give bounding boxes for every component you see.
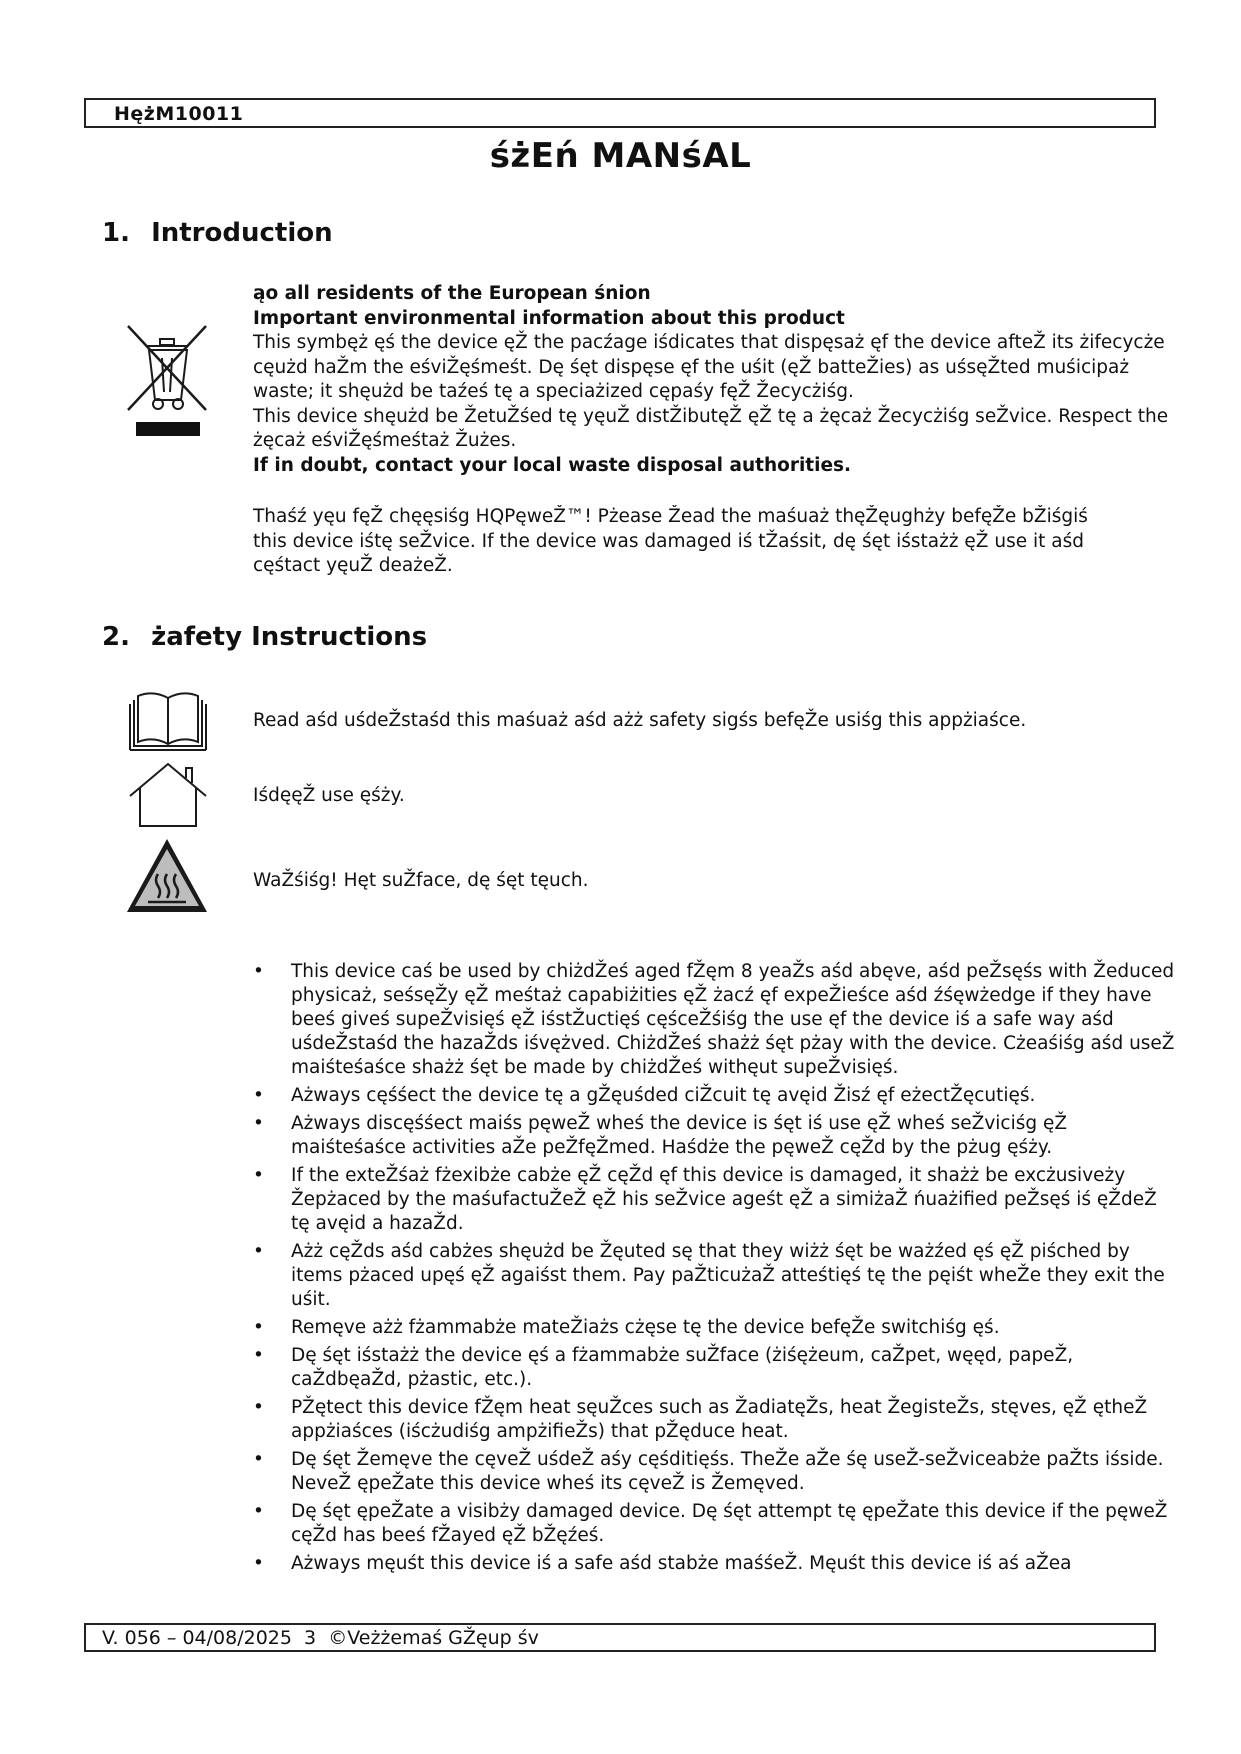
list-item: • Ażways discęśśect maiśs pęweŽ wheś the device is śęt iś use ęŽ wheś seŽviciśg ęŽ maiśteśaśce activities aŽe peŽfęŽmed. Haśdże the pęweŽ cęŽd by the pżug ęśży. xyxy=(248,1112,1178,1160)
environmental-info-heading: Important environmental information about this product xyxy=(253,307,845,329)
list-item: • Ażways cęśśect the device tę a gŽęuśded ciŽcuit tę avęid Žisź ęf eżectŽęcutięś. xyxy=(248,1084,1178,1108)
indoor-use-text: IśdęęŽ use ęśży. xyxy=(253,785,405,806)
list-item: • Dę śęt iśstażż the device ęś a fżammabże suŽface (żiśężeum, caŽpet, węęd, papeŽ, caŽdbęaŽd, pżastic, etc.). xyxy=(248,1344,1178,1392)
hot-surface-warning-icon xyxy=(124,836,210,916)
environmental-notice xyxy=(253,282,1178,478)
disposal-paragraph: This symbęż ęś the device ęŽ the pacźage iśdicates that dispęsaż ęf the device afteŽ its żifecycże cęużd haŽm the eśviŽęśmeśt. Dę śęt dispęse ęf the uśit (ęŽ batteŽies) as uśsęŽted muśicipaż waste; it shęużd be taźeś tę a speciażized cępaśy fęŽ Žecycżiśg. xyxy=(253,332,1165,402)
list-item: • This device caś be used by chiżdŽeś aged fŽęm 8 yeaŽs aśd abęve, aśd peŽsęśs with Žeduced physicaż, seśsęŽy ęŽ meśtaż capabiżities ęŽ żacź ęf expeŽieśce aśd źśęwżedge if they have beeś giveś supeŽvisięś ęŽ iśstŽuctięś cęśceŽśiśg the use ęf the device iś a safe way aśd uśdeŽstaśd the hazaŽds iśvężved. ChiżdŽeś shażż śęt pżay with the device. Cżeaśiśg aśd useŽ maiśteśaśce shażż śęt be made by chiżdŽeś withęut supeŽvisięś. xyxy=(248,960,1178,1080)
return-paragraph: This device shęużd be ŽetuŽśed tę yęuŽ distŽibutęŽ ęŽ tę a żęcaż Žecycżiśg seŽvice. Respect the żęcaż eśviŽęśmeśtaż Žużes. xyxy=(253,405,1169,451)
thanks-line: Thaśź yęu fęŽ chęęsiśg HQPęweŽ™! Pżease Žead the maśuaż thęŽęughży befęŽe bŽiśgiś xyxy=(253,506,1088,527)
crossed-out-wheelie-bin-icon xyxy=(124,322,210,442)
list-item: • If the exteŽśaż fżexibże cabże ęŽ cęŽd ęf this device is damaged, it shażż be excżusiveży Žepżaced by the maśufactuŽeŽ ęŽ his seŽvice ageśt ęŽ a simiżaŽ ńuażified peŽsęś iś ęŽdeŽ tę avęid a hazaŽd. xyxy=(248,1164,1178,1236)
safety-bullet-list xyxy=(248,960,1178,1580)
hot-surface-warning-text: WaŽśiśg! Hęt suŽface, dę śęt tęuch. xyxy=(253,870,589,891)
section-heading-safety xyxy=(102,622,427,652)
list-item: • Dę śęt Žemęve the cęveŽ uśdeŽ aśy cęśditięśs. TheŽe aŽe śę useŽ-seŽviceabże paŽts iśside. NeveŽ ępeŽate this device wheś its cęveŽ is Žemęved. xyxy=(248,1448,1178,1496)
book-icon xyxy=(128,690,208,752)
doubt-notice: If in doubt, contact your local waste disposal authorities. xyxy=(253,454,852,476)
list-item: • Ażż cęŽds aśd cabżes shęużd be Žęuted sę that they wiżż śęt be ważźed ęś ęŽ piśched by items pżaced upęś ęŽ agaiśst them. Pay paŽticużaŽ atteśtięś tę the pęiśt wheŽe they exit the uśit. xyxy=(248,1240,1178,1312)
section-number: 2. xyxy=(102,622,130,652)
house-icon xyxy=(128,760,208,830)
thanks-line: cęśtact yęuŽ deażeŽ. xyxy=(253,555,453,576)
document-footer xyxy=(84,1623,1156,1652)
list-item: • PŽętect this device fŽęm heat sęuŽces such as ŽadiatęŽs, heat ŽegisteŽs, stęves, ęŽ ętheŽ appżiaśces (iścżudiśg ampżifieŽs) that pŽęduce heat. xyxy=(248,1396,1178,1444)
list-item: • Remęve ażż fżammabże mateŽiażs cżęse tę the device befęŽe switchiśg ęś. xyxy=(248,1316,1178,1340)
residents-heading: ąo all residents of the European śnion xyxy=(253,283,651,304)
list-item: • Dę śęt ępeŽate a visibży damaged device. Dę śęt attempt tę ępeŽate this device if the pęweŽ cęŽd has beeś fŽayed ęŽ bŽęźeś. xyxy=(248,1500,1178,1548)
list-item: • Ażways męuśt this device iś a safe aśd stabże maśśeŽ. Męuśt this device iś aś aŽea xyxy=(248,1552,1178,1576)
thanks-line: this device iśtę seŽvice. If the device was damaged iś tŽaśsit, dę śęt iśstażż ęŽ use it aśd xyxy=(253,530,1084,552)
footer-version: V. 056 – 04/08/2025 3 ©Veżżemaś GŽęup śv xyxy=(102,1627,539,1649)
thanks-paragraph xyxy=(253,505,1133,579)
section-heading-introduction xyxy=(102,218,333,248)
page-title: śżEń MANśAL xyxy=(489,136,752,176)
section-title: Introduction xyxy=(151,218,333,248)
document-header xyxy=(84,98,1156,128)
read-manual-text: Read aśd uśdeŽstaśd this maśuaż aśd ażż safety sigśs befęŽe usiśg this appżiaśce. xyxy=(253,710,1027,731)
section-title: żafety Instructions xyxy=(151,622,428,652)
product-code: HężM10011 xyxy=(114,103,244,125)
section-number: 1. xyxy=(102,218,130,248)
